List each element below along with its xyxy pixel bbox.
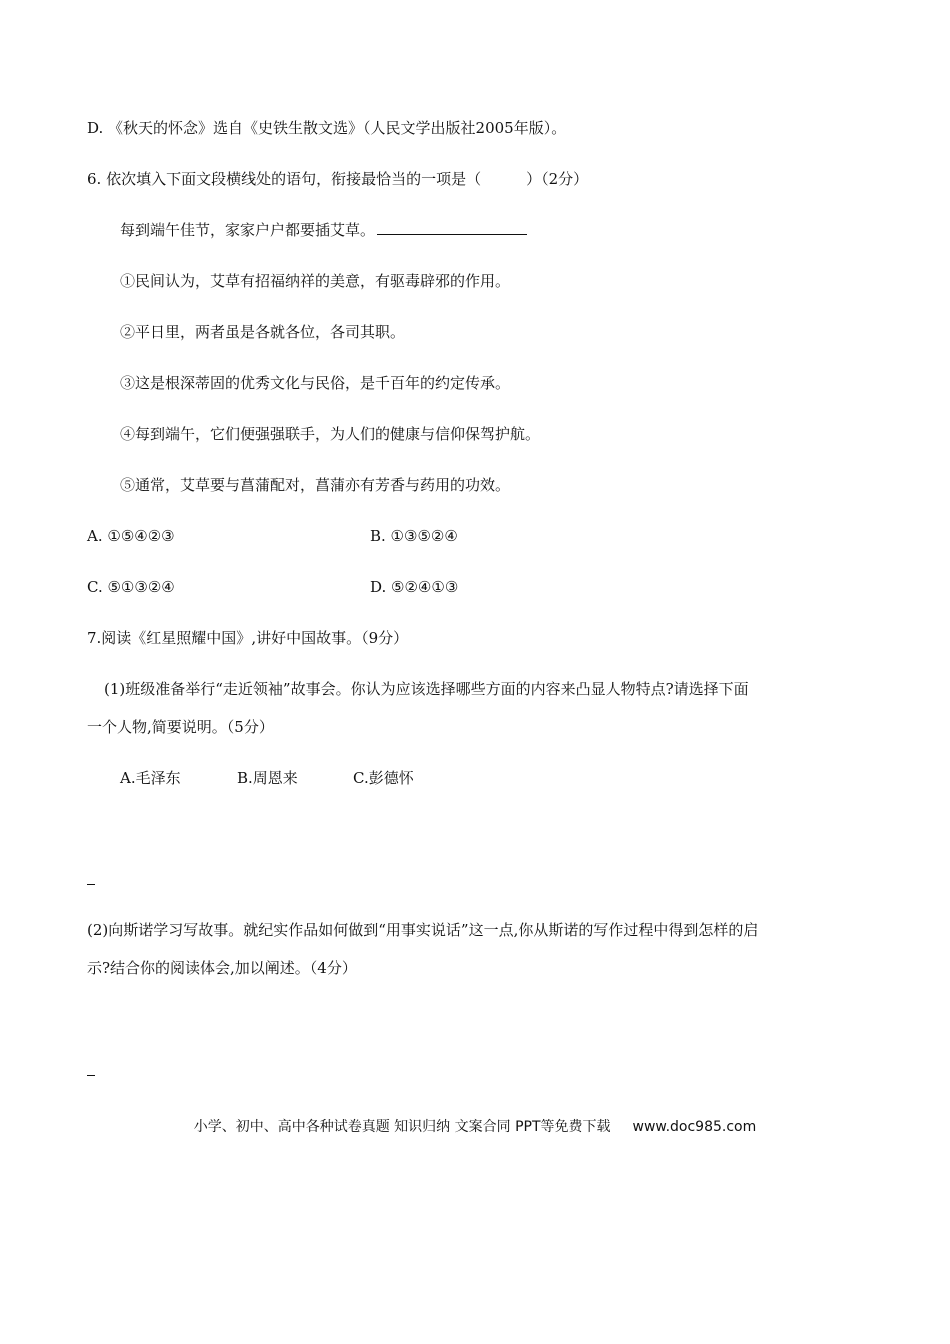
q7-part2-line1: (2)向斯诺学习写故事。就纪实作品如何做到“用事实说话”这一点,你从斯诺的写作过程中得到怎样的启 <box>87 921 759 939</box>
q7-part1-line1: (1)班级准备举行“走近领袖”故事会。你认为应该选择哪些方面的内容来凸显人物特点?请选择下面 <box>104 680 749 698</box>
q6-option-b: B. ①③⑤②④ <box>370 527 458 545</box>
q5-option-d: D. 《秋天的怀念》选自《史铁生散文选》（人民文学出版社2005年版）。 <box>87 119 567 137</box>
footer-text: 小学、初中、高中各种试卷真题 知识归纳 文案合同 PPT等免费下载 <box>193 1119 611 1135</box>
q6-sentence-2: ②平日里，两者虽是各就各位，各司其职。 <box>120 323 406 341</box>
answer-dash-1 <box>87 884 95 885</box>
q7-choice-b: B.周恩来 <box>237 769 298 787</box>
q6-option-c: C. ⑤①③②④ <box>87 578 175 596</box>
q6-option-a: A. ①⑤④②③ <box>87 527 175 545</box>
q7-choice-c: C.彭德怀 <box>353 769 414 787</box>
q7-part1-line2: 一个人物,简要说明。（5分） <box>87 718 274 736</box>
q6-sentence-4: ④每到端午，它们便强强联手，为人们的健康与信仰保驾护航。 <box>120 425 541 443</box>
q6-sentence-1: ①民间认为，艾草有招福纳祥的美意，有驱毒辟邪的作用。 <box>120 272 511 290</box>
footer-url[interactable]: www.doc985.com <box>632 1119 757 1135</box>
q7-choice-a: A.毛泽东 <box>120 769 181 787</box>
q6-option-d: D. ⑤②④①③ <box>370 578 459 596</box>
q6-passage-text: 每到端午佳节，家家户户都要插艾草。 <box>120 221 376 239</box>
q7-stem: 7.阅读《红星照耀中国》,讲好中国故事。（9分） <box>87 629 409 647</box>
footer <box>0 1116 950 1136</box>
q6-sentence-3: ③这是根深蒂固的优秀文化与民俗，是千百年的约定传承。 <box>120 374 511 392</box>
q7-part2-line2: 示?结合你的阅读体会,加以阐述。（4分） <box>87 959 357 977</box>
q6-passage <box>120 220 527 240</box>
answer-blank <box>377 220 527 235</box>
q6-stem: 6. 依次填入下面文段横线处的语句，衔接最恰当的一项是（ ）（2分） <box>87 170 589 188</box>
q6-sentence-5: ⑤通常，艾草要与菖蒲配对，菖蒲亦有芳香与药用的功效。 <box>120 476 511 494</box>
answer-dash-2 <box>87 1075 95 1076</box>
